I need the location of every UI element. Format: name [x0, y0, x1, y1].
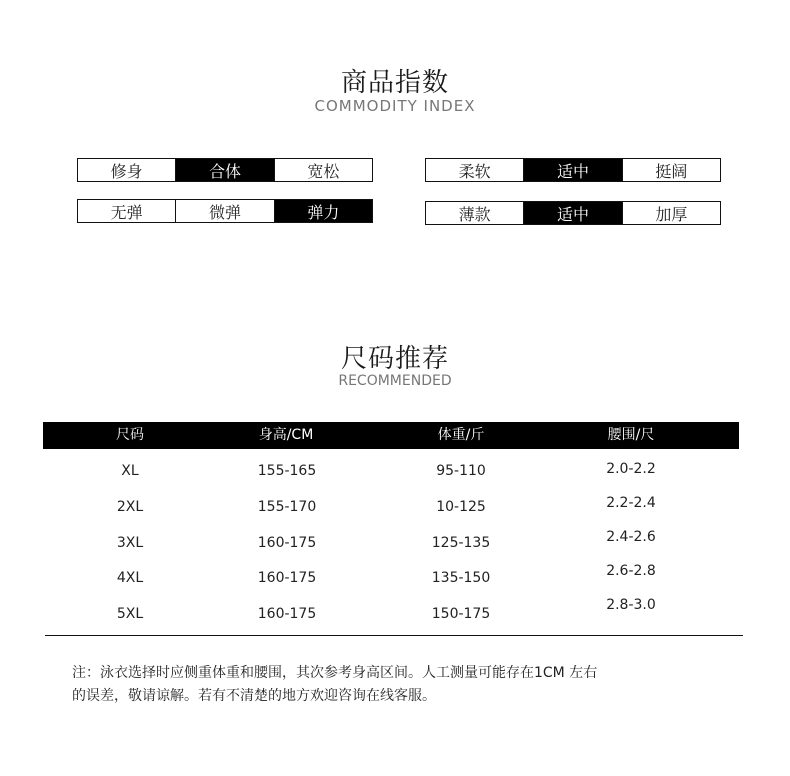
fit-option: 修身 — [110, 161, 143, 181]
size-table-header — [43, 422, 739, 449]
thickness-option: 薄款 — [458, 204, 491, 224]
stretch-index-row — [77, 199, 373, 223]
table-cell-size: 5XL — [116, 606, 144, 622]
recommended-subtitle: RECOMMENDED — [338, 373, 452, 389]
softness-option: 柔软 — [458, 161, 491, 181]
table-cell-waist: 2.0-2.2 — [606, 461, 656, 477]
stretch-option: 弹力 — [274, 200, 372, 222]
table-cell-height: 155-170 — [257, 499, 317, 515]
commodity-title: 商品指数 — [340, 68, 449, 98]
table-cell-size: 2XL — [116, 499, 144, 515]
header-waist: 腰围/尺 — [607, 427, 655, 443]
thickness-index-row — [425, 201, 721, 225]
table-cell-weight: 135-150 — [431, 570, 491, 586]
fit-index-row — [77, 158, 373, 182]
header-weight: 体重/斤 — [437, 427, 485, 443]
softness-option: 挺阔 — [622, 159, 720, 181]
table-divider — [45, 635, 743, 636]
table-cell-weight: 10-125 — [436, 499, 486, 515]
thickness-option: 适中 — [523, 202, 621, 224]
stretch-option: 微弹 — [175, 200, 273, 222]
thickness-option: 加厚 — [622, 202, 720, 224]
note-line-1: 注：泳衣选择时应侧重体重和腰围，其次参考身高区间。人工测量可能存在1CM 左右 — [72, 665, 598, 681]
table-cell-height: 160-175 — [257, 570, 317, 586]
header-size: 尺码 — [116, 427, 144, 443]
stretch-option: 无弹 — [110, 202, 143, 222]
table-cell-height: 160-175 — [257, 606, 317, 622]
table-cell-waist: 2.8-3.0 — [606, 597, 656, 613]
softness-index-row — [425, 158, 721, 182]
header-height: 身高/CM — [258, 427, 314, 443]
table-cell-weight: 150-175 — [431, 606, 491, 622]
table-cell-size: 3XL — [116, 535, 144, 551]
fit-option: 合体 — [175, 159, 273, 181]
table-cell-size: 4XL — [116, 570, 144, 586]
table-cell-weight: 125-135 — [431, 535, 491, 551]
table-cell-waist: 2.6-2.8 — [606, 563, 656, 579]
table-cell-waist: 2.2-2.4 — [606, 495, 656, 511]
softness-option: 适中 — [523, 159, 621, 181]
table-cell-height: 155-165 — [257, 463, 317, 479]
table-cell-height: 160-175 — [257, 535, 317, 551]
note-line-2: 的误差，敬请谅解。若有不清楚的地方欢迎咨询在线客服。 — [72, 688, 436, 704]
fit-option: 宽松 — [274, 159, 372, 181]
table-cell-weight: 95-110 — [436, 463, 486, 479]
table-cell-waist: 2.4-2.6 — [606, 529, 656, 545]
recommended-title: 尺码推荐 — [340, 344, 449, 374]
table-cell-size: XL — [121, 463, 139, 479]
commodity-subtitle: COMMODITY INDEX — [314, 97, 476, 115]
